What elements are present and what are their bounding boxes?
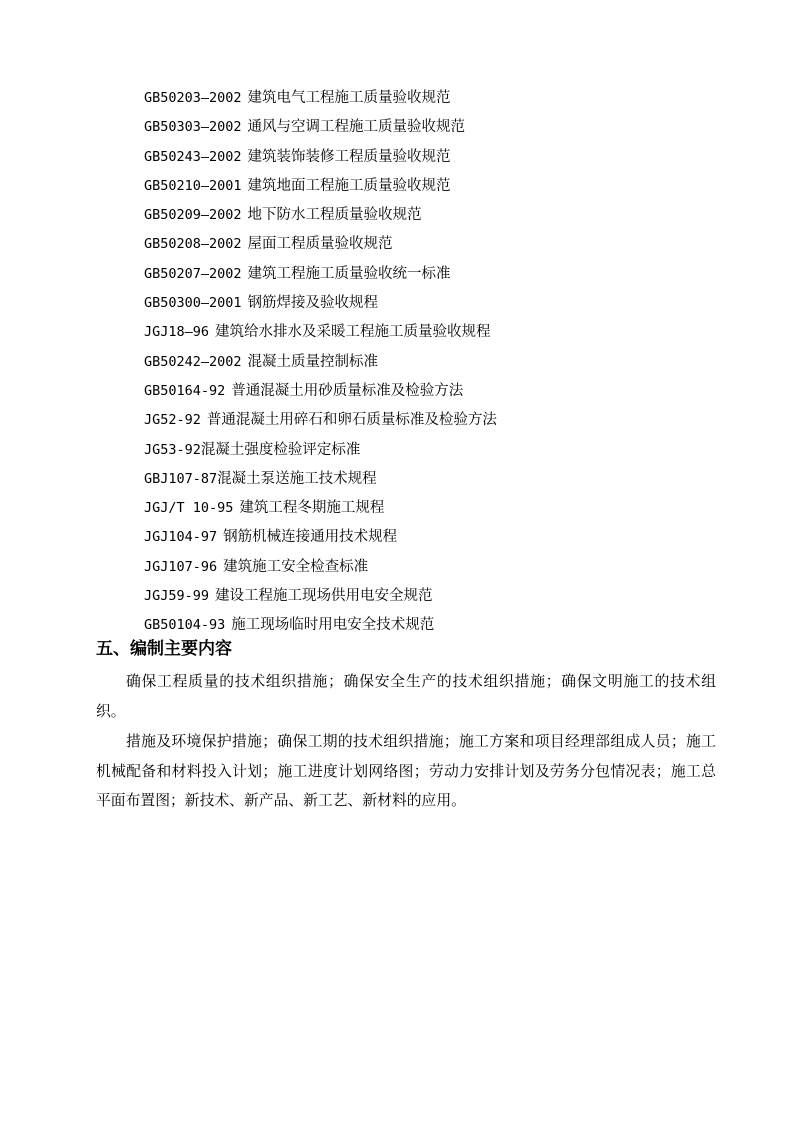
standard-title: 建筑地面工程施工质量验收规范 [247, 177, 451, 194]
standard-title: 建筑工程冬期施工规程 [239, 500, 385, 517]
standard-code: GB50207—2002 [144, 265, 242, 282]
standard-title: 建设工程施工现场供用电安全规范 [215, 588, 433, 605]
standard-title: 建筑装饰装修工程质量验收规范 [247, 148, 451, 165]
standard-code: JGJ59-99 [144, 588, 210, 605]
standard-item [144, 172, 497, 201]
standard-item [144, 553, 497, 582]
section-heading: 五、编制主要内容 [96, 639, 232, 659]
standard-item [144, 377, 497, 406]
standard-item [144, 318, 497, 347]
standard-item [144, 289, 497, 318]
standard-code: GB50164-92 [144, 382, 226, 399]
standard-code: GB50210—2001 [144, 177, 242, 194]
standard-title: 建筑工程施工质量验收统一标准 [247, 265, 451, 282]
standards-list [144, 84, 497, 641]
standard-title: 地下防水工程质量验收规范 [247, 207, 422, 224]
standard-item [144, 523, 497, 552]
standard-code: JGJ18—96 [144, 324, 210, 341]
standard-title: 建筑给水排水及采暖工程施工质量验收规程 [215, 324, 491, 341]
standard-code: GB50300—2001 [144, 295, 242, 312]
standard-title: 普通混凝土用砂质量标准及检验方法 [231, 382, 464, 399]
standard-item [144, 260, 497, 289]
standard-title: 屋面工程质量验收规范 [247, 236, 393, 253]
standard-code: JGJ107-96 [144, 558, 218, 575]
standard-title: 钢筋焊接及验收规程 [247, 295, 379, 312]
standard-item [144, 348, 497, 377]
standard-code: GB50104-93 [144, 617, 226, 634]
standard-item [144, 582, 497, 611]
standard-code: JG52-92 [144, 412, 201, 429]
standard-title: 混凝土质量控制标准 [247, 353, 379, 370]
standard-item [144, 230, 497, 259]
body-paragraph: 措施及环境保护措施；确保工期的技术组织措施；施工方案和项目经理部组成人员；施工机械配备和材料投入计划；施工进度计划网络图；劳动力安排计划及劳务分包情况表；施工总平面布置图；新技术、新产品、新工艺、新材料的应用。 [96, 733, 716, 809]
standard-title: 建筑施工安全检查标准 [223, 558, 369, 575]
standard-item [144, 143, 497, 172]
standard-item [144, 436, 497, 465]
standard-code: GB50203—2002 [144, 90, 242, 106]
standard-code: GB50209—2002 [144, 207, 242, 224]
standard-item [144, 84, 497, 113]
standard-code: JGJ/T 10-95 [144, 500, 234, 517]
standard-title: 钢筋机械连接通用技术规程 [223, 529, 398, 546]
standard-item [144, 494, 497, 523]
standard-title: 通风与空调工程施工质量验收规范 [247, 119, 466, 136]
standard-item [144, 465, 497, 494]
standard-item [144, 406, 497, 435]
body-paragraph: 确保工程质量的技术组织措施；确保安全生产的技术组织措施；确保文明施工的技术组织。 [96, 673, 716, 720]
standard-title: 建筑电气工程施工质量验收规范 [247, 90, 451, 106]
standard-title: 混凝土强度检验评定标准 [200, 441, 361, 458]
standard-code: GB50303—2002 [144, 119, 242, 136]
standard-code: GB50242—2002 [144, 353, 242, 370]
standard-item [144, 113, 497, 142]
standard-code: GBJ107-87 [144, 470, 218, 487]
standard-code: GB50243—2002 [144, 148, 242, 165]
standard-title: 普通混凝土用碎石和卵石质量标准及检验方法 [206, 412, 497, 429]
standard-code: GB50208—2002 [144, 236, 242, 253]
standard-code: JGJ104-97 [144, 529, 218, 546]
standard-item [144, 201, 497, 230]
standard-code: JG53-92 [144, 441, 201, 458]
standard-title: 混凝土泵送施工技术规程 [217, 470, 377, 487]
standard-title: 施工现场临时用电安全技术规范 [231, 617, 435, 634]
